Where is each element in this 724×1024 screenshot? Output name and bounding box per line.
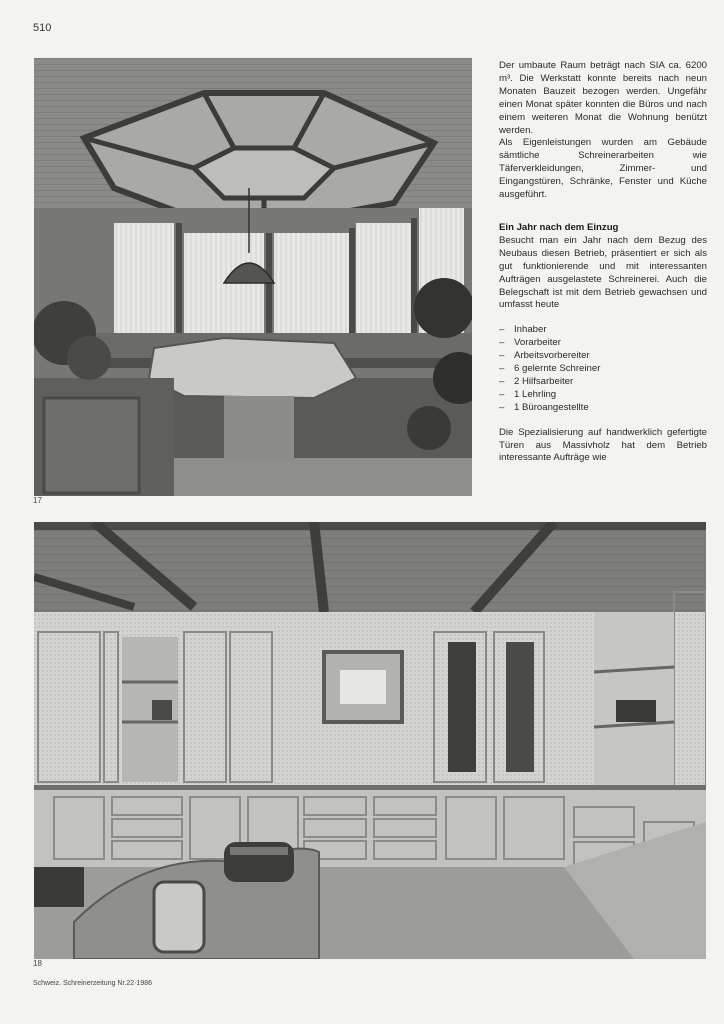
staff-item: – 2 Hilfsarbeiter	[499, 376, 707, 389]
section-heading: Ein Jahr nach dem Einzug	[499, 221, 619, 233]
staff-item: – 1 Lehrling	[499, 389, 707, 402]
staff-item: – Inhaber	[499, 324, 707, 337]
staff-item: – Arbeitsvorbereiter	[499, 350, 707, 363]
figure-number-18: 18	[33, 959, 42, 968]
article-text	[499, 60, 707, 465]
staff-item: – 1 Büroangestellte	[499, 402, 707, 415]
footer-citation: Schweiz. Schreinerzeitung Nr.22·1986	[33, 980, 153, 987]
staff-item: – 6 gelernte Schreiner	[499, 363, 707, 376]
living-room-illustration	[34, 522, 706, 959]
living-room-photo	[34, 522, 706, 959]
paragraph-one-year: Besucht man ein Jahr nach dem Bezug des Neubaus diesen Betrieb, präsentiert er sich als gut funktionierende und mit interessanten Aufträgen ausgelastete Schreinerei. Auch die Belegschaft ist mit dem Betrieb gewachsen und umfasst heute	[499, 234, 707, 311]
dining-nook-photo	[34, 58, 472, 496]
paragraph-building-volume: Der umbaute Raum beträgt nach SIA ca. 6200 m³. Die Werkstatt konnte bereits nach neun Monaten Bauzeit bezogen werden. Ungefähr einen Monat später konnten die Büros und nach einem weiteren Monat die Wohnung benützt werden.	[499, 60, 707, 136]
staff-list	[499, 324, 707, 414]
figure-number-17: 17	[33, 496, 42, 505]
page-number: 510	[33, 22, 52, 34]
paragraph-specialization: Die Spezialisierung auf handwerklich gefertigte Türen aus Massivholz hat dem Betrieb interessante Aufträge wie	[499, 426, 707, 464]
paragraph-own-work: Als Eigenleistungen wurden am Gebäude sämtliche Schreinerarbeiten wie Täferverkleidungen, Zimmer- und Eingangstüren, Schränke, Fenster und Küche ausgeführt.	[499, 137, 707, 201]
dining-nook-illustration	[34, 58, 472, 496]
staff-item: – Vorarbeiter	[499, 337, 707, 350]
